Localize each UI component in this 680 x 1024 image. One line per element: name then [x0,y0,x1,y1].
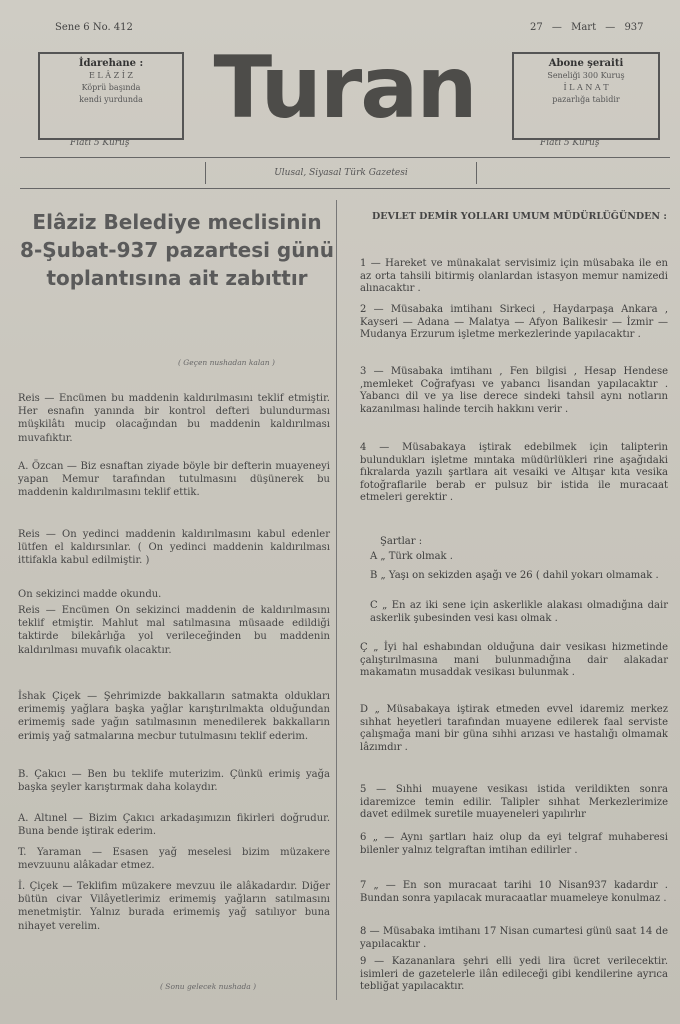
administration-line: Köprü başında [81,83,141,92]
header-divider [20,157,670,158]
announcement-conditions: Şartlar : [380,536,423,547]
administration-line: kendi yurdunda [79,95,143,104]
announcement-item: 6 „ — Aynı şartları haiz olup da eyi telgraf muhaberesi bilenler yalnız telgraftan imtihan edilirler . [360,832,668,856]
paragraph: İ. Çiçek — Teklifim müzakere mevzuu ile alâkadardır. Diğer bütün civar Vilâyetlerimiz erimemiş yağların satılmasını menetmiştir. Yalnız burada erimemiş yağ satılıyor buna nihayet verelim. [18,881,330,932]
announcement-item: 1 — Hareket ve münakalat servisimiz için müsabaka ile en az orta tahsili bitirmiş olanlardan istasyon memur namizedi alınacaktır . [360,258,668,295]
administration-head: İdarehane : [78,58,144,69]
column-divider [336,200,337,1000]
paragraph: Reis — Encümen bu maddenin kaldırılmasını teklif etmiştir. Her esnafın yanında bir kontrol defteri bulundurması müşkilâtı mucip olacağından bu maddenin kaldırılması muvafıktır. [18,393,330,444]
newspaper-title: Turan [213,38,476,138]
header-divider [20,188,670,189]
paragraph: A. Özcan — Biz esnaftan ziyade böyle bir defterin muayeneyi yapan Memur tarafından tutulmasını düşünerek bu maddenin kaldırılmasını teklif ettik. [18,461,330,499]
paragraph: On sekizinci madde okundu. [18,589,162,600]
paragraph: İshak Çiçek — Şehrimizde bakkalların satmakta oldukları erimemiş yağlara başka yağlar karıştırılmakta olduğundan erimemiş sade yağın satılmasının menedilerek bakkalların erimiş yağ satmalarına mecbur tutulmasını teklif ederim. [18,691,330,742]
paragraph: Reis — On yedinci maddenin kaldırılmasını kabul edenler lütfen el kaldırsınlar. ( On yedinci maddenin kaldırılması ittifakla kabul edilmiştir. ) [18,529,330,567]
announcement-item: 4 — Müsabakaya iştirak edebilmek için talipterin bulundukları işletme mıntaka müdürlükleri rine aşağıdaki fıkralarda yazılı şartlara ait vesaiki ve Altışar kıta vesika fotoğraflarile berab er pulsuz bir istida ile muracaat etmeleri gerektir . [360,442,668,504]
condition-item: A „ Türk olmak . [370,551,453,562]
announcement-item: 9 — Kazananlara şehri elli yedi lira ücret verilecektir. isimleri de gazetelerle ilân edileceği gibi kendilerine ayrıca tebliğat yapılacaktır. [360,956,668,993]
subscription-line: pazarlığa tabidir [552,95,620,104]
announcement-item: 3 — Müsabaka imtihanı , Fen bilgisi , Hesap Hendese ,memleket Coğrafyası ve yabancı lisandan yapılacaktır . Yabancı dil ve ya lise derece sindeki tahsil aynı notların kazanılması halinde tercih hakkını verir . [360,366,668,415]
footer-note: ( Sonu gelecek nushada ) [160,982,257,991]
condition-item: D „ Müsabakaya iştirak etmeden evvel idaremiz merkez sıhhat heyetleri tarafından muayene edilerek faal serviste çalışmağa mani bir güna sıhhi arızası ve hastalığı olmamak lâzımdır . [360,704,668,753]
announcement-item: 2 — Müsabaka imtihanı Sirkeci , Haydarpaşa Ankara , Kayseri — Adana — Malatya — Afyon Balikesir — İzmir — Mudanya Erzurum işletme merkezlerinde yapılacaktır . [360,304,668,341]
paragraph: A. Altınel — Bizim Çakıcı arkadaşımızın fikirleri doğrudur. Buna bende iştirak ederim. [18,813,330,838]
paragraph: T. Yaraman — Esasen yağ meselesi bizim müzakere mevzuunu alâkadar etmez. [18,847,330,872]
newspaper-subtitle: Ulusal, Siyasal Türk Gazetesi [205,162,477,184]
announcement-item: 5 — Sıhhi muayene vesikası istida verildikten sonra idaremizce temin edilir. Talipler sıhhat Merkezlerimize davet edilmek suretile muayeneleri yapılırlır [360,784,668,821]
price-right: Fiatı 5 Kuruş [540,138,600,148]
paragraph: B. Çakıcı — Ben bu teklife muterizim. Çünkü erimiş yağa başka şeyler karıştırmak daha kolaydır. [18,769,330,794]
condition-item: C „ En az iki sene için askerlikle alakası olmadığına dair askerlik şubesinden vesi kası olmak . [370,600,668,624]
announcement-item: 8 — Müsabaka imtihanı 17 Nisan cumartesi günü saat 14 de yapılacaktır . [360,926,668,950]
condition-item: B „ Yaşı on sekizden aşağı ve 26 ( dahil yokarı olmamak . [370,570,659,581]
subscription-line: Seneliği 300 Kuruş [547,71,625,80]
continued-note: ( Geçen nushadan kalan ) [178,358,275,367]
issue-date: 27 — Mart — 937 [530,22,644,33]
administration-box [38,52,184,140]
announcement-heading: DEVLET DEMİR YOLLARI UMUM MÜDÜRLÜĞÜNDEN : [372,211,667,222]
price-left: Fiatı 5 Kuruş [70,138,130,148]
paragraph: Reis — Encümen On sekizinci maddenin de kaldırılmasını teklif etmiştir. Mahlut mal satılmasına müsaade edildiği taktirde bilekârlığa yol verileceğinden bu maddenin kaldırılması muvafık olacaktır. [18,605,330,656]
issue-number: Sene 6 No. 412 [55,22,133,33]
condition-item: Ç „ İyi hal eshabından olduğuna dair vesikası hizmetinde çalıştırılmasına mani bulunmadığına dair alakadar makamatın musaddak vesikası bulunmak . [360,642,668,679]
subscription-box [512,52,660,140]
administration-line: E L Â Z İ Z [89,71,133,80]
article-headline: Elâziz Belediye meclisinin 8-Şubat-937 pazartesi günü toplantısına ait zabıttır [20,210,334,290]
subscription-line: İ L A N A T [563,83,609,92]
subscription-head: Abone şeraiti [548,58,624,69]
announcement-item: 7 „ — En son muracaat tarihi 10 Nisan937 kadardır . Bundan sonra yapılacak muracaatlar muameleye konulmaz . [360,880,668,904]
